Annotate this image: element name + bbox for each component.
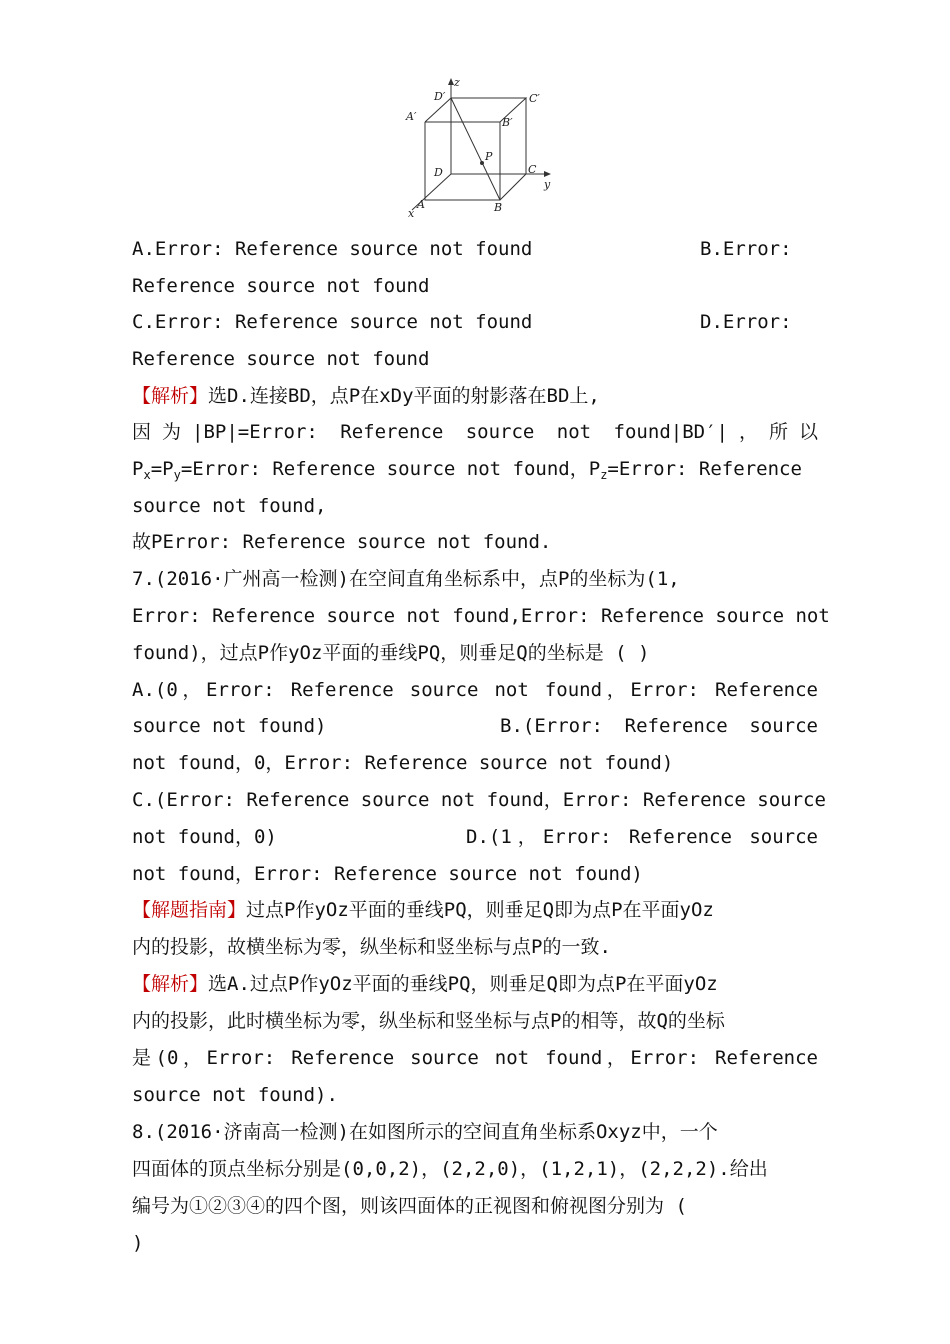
- q7-guide-line-1: [132, 898, 818, 922]
- label-A: A: [417, 198, 425, 211]
- label-Cprime: C′: [529, 92, 540, 105]
- py-sub: y: [173, 468, 181, 482]
- q8-stem-line-3: 编号为①②③④的四个图，则该四面体的正视图和俯视图分别为 (: [132, 1195, 687, 1217]
- q7-options-row-cd: [132, 825, 818, 849]
- q7-option-d: D.(1，Error: Reference source: [466, 826, 818, 848]
- q6-options-row-2: [132, 310, 818, 334]
- q6-option-c: C.Error: Reference source not found: [132, 311, 533, 333]
- q6-solution-line-4: source not found,: [132, 495, 327, 517]
- q7-solution-text-1: 选A.过点P作yOz平面的垂线PQ，则垂足Q即为点P在平面yOz: [208, 973, 718, 995]
- q6-solution-line-5: 故PError: Reference source not found.: [132, 531, 552, 553]
- q8-stem-line-2: 四面体的顶点坐标分别是(0,0,2)，(2,2,0)，(1,2,1)，(2,2,2).给出: [132, 1158, 768, 1180]
- q6-solution-text-1: 选D.连接BD，点P在xDy平面的射影落在BD上,: [208, 385, 600, 407]
- cube-bottom-edge: [500, 174, 526, 200]
- label-Bprime: B′: [502, 116, 513, 129]
- q7-solution-tag: 【解析】: [132, 973, 209, 995]
- q8-stem-line-1: 8.(2016·济南高一检测)在如图所示的空间直角坐标系Oxyz中，一个: [132, 1121, 718, 1143]
- q7-option-a-line-1: A.(0，Error: Reference source not found，Error: Reference: [132, 679, 818, 701]
- q6-option-d: D.Error:: [700, 311, 792, 333]
- q7-solution-line-2: 内的投影，此时横坐标为零，纵坐标和竖坐标与点P的相等，故Q的坐标: [132, 1010, 725, 1032]
- q7-solution-line-4: source not found).: [132, 1084, 338, 1106]
- label-Dprime: D′: [434, 90, 446, 103]
- q6-solution-tag: 【解析】: [132, 385, 209, 407]
- q7-option-b: B.(Error: Reference source: [500, 715, 818, 737]
- q7-solution-line-1: [132, 972, 818, 996]
- diagonal-DpB: [451, 98, 500, 200]
- q7-guide-line-2: 内的投影，故横坐标为零，纵坐标和竖坐标与点P的一致.: [132, 936, 611, 958]
- y-arrow: [544, 171, 551, 177]
- pz-sub: z: [600, 468, 608, 482]
- q7-stem-line-3: found)，过点P作yOz平面的垂线PQ，则垂足Q的坐标是 ( ): [132, 642, 650, 664]
- q7-option-d-cont: not found，Error: Reference source not found): [132, 863, 643, 885]
- label-B: B: [494, 201, 503, 214]
- q7-stem-line-1: 7.(2016·广州高一检测)在空间直角坐标系中，点P的坐标为(1,: [132, 568, 680, 590]
- label-y: y: [544, 178, 551, 191]
- q6-option-b: B.Error:: [700, 238, 792, 260]
- pz-value: =Error: Reference: [607, 458, 802, 480]
- q6-solution-line-3: [132, 457, 818, 487]
- label-P: P: [485, 150, 493, 163]
- label-D: D: [434, 166, 443, 179]
- q6-option-d-cont: Reference source not found: [132, 348, 430, 370]
- q7-stem-line-2: Error: Reference source not found,Error: Reference source not: [132, 605, 830, 627]
- label-x: x: [408, 207, 415, 220]
- q7-option-c-line-1: C.(Error: Reference source not found，Error: Reference source: [132, 789, 826, 811]
- px-label: P: [132, 458, 144, 480]
- label-z: z: [454, 76, 460, 89]
- q7-options-row-ab: [132, 714, 818, 738]
- q6-option-a: A.Error: Reference source not found: [132, 238, 533, 260]
- q6-solution-line-2: 因为|BP|=Error: Reference source not found|BD′|，所以: [132, 421, 818, 443]
- q6-option-b-cont: Reference source not found: [132, 275, 430, 297]
- q7-option-b-cont: not found，0，Error: Reference source not found): [132, 752, 674, 774]
- q8-stem-line-4: ): [132, 1232, 144, 1254]
- label-C: C: [528, 163, 537, 176]
- q7-option-c-cont: not found，0): [132, 826, 277, 848]
- q6-solution-line-1: [132, 384, 818, 408]
- q7-solution-line-3: 是(0，Error: Reference source not found，Error: Reference: [132, 1047, 818, 1069]
- cube-coordinate-figure: [398, 76, 558, 222]
- label-Aprime: A′: [406, 110, 417, 123]
- point-P: [480, 161, 484, 165]
- q7-guide-text-1: 过点P作yOz平面的垂线PQ，则垂足Q即为点P在平面yOz: [246, 899, 714, 921]
- pz-label: =Error: Reference source not found，P: [180, 458, 601, 480]
- py-label: =P: [150, 458, 174, 480]
- q7-guide-tag: 【解题指南】: [132, 899, 247, 921]
- q7-option-a-cont: source not found): [132, 715, 327, 737]
- px-sub: x: [143, 468, 151, 482]
- q6-options-row-1: [132, 237, 818, 261]
